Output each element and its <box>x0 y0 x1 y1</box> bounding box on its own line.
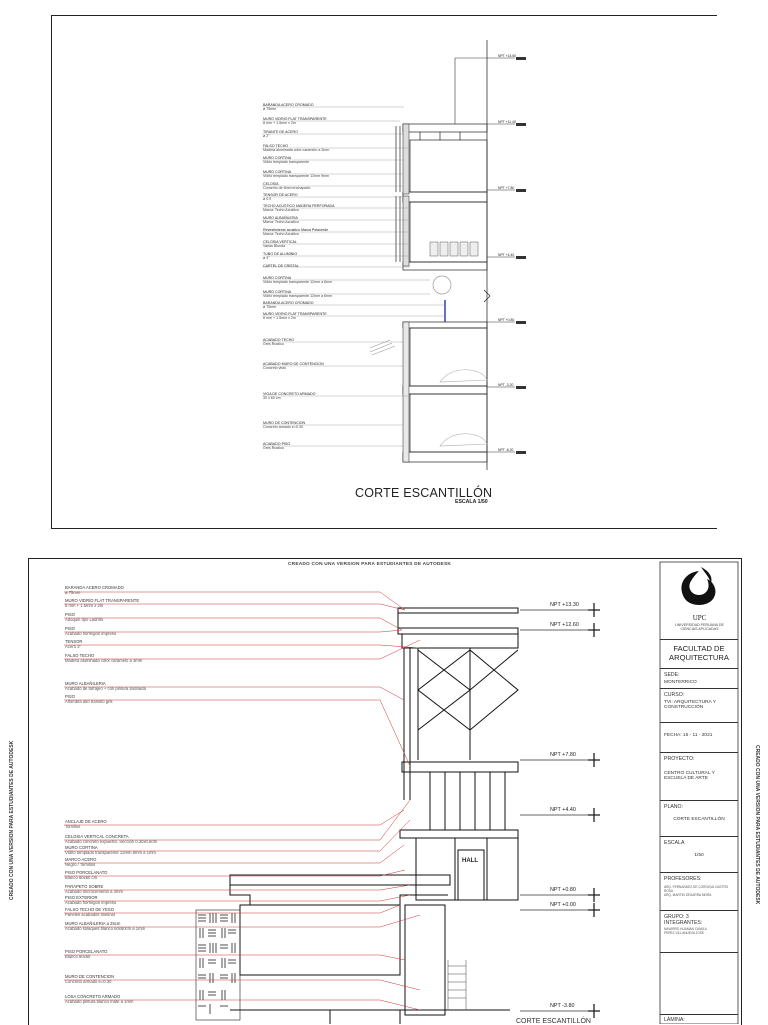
plano-label: PLANO: <box>664 804 684 810</box>
top-callout-title: TENSOR DE ACERO <box>263 193 298 197</box>
bottom-callout <box>65 586 124 595</box>
top-callout-title: TUBO DE ALUMINIO <box>263 252 298 256</box>
bottom-callout-title: PARAPETO SOBRE <box>65 884 104 889</box>
top-callout-spec: Marca: Techo Acustico <box>263 232 299 237</box>
bottom-callout <box>65 858 96 867</box>
top-callout-title: MURO CORTINA <box>263 276 292 280</box>
bottom-callout <box>65 846 156 855</box>
top-callout-title: CELOSIA <box>263 182 279 186</box>
top-callout-title: MURO DE CONTENCION <box>263 421 306 425</box>
bottom-callout-title: CELOSIA VERTICAL CONCRETA <box>65 834 129 839</box>
bottom-level-marker: NPT +0.00 <box>550 902 576 908</box>
bottom-callout-title: BARANDA ACERO CROMADO <box>65 585 124 590</box>
faculty-cell <box>660 639 738 668</box>
bottom-callout <box>65 613 103 622</box>
top-callout-title: MURO ALBAÑILERIA <box>263 216 298 220</box>
top-callout-title: MURO CORTINA <box>263 170 292 174</box>
profesores-cell <box>660 872 738 909</box>
top-callout-title: MURO CORTINA <box>263 290 292 294</box>
bottom-callout <box>65 682 146 691</box>
top-callout-spec: Concreto visto <box>263 366 286 371</box>
bottom-callout <box>65 640 82 649</box>
top-level-marker: NPT -6.20 <box>498 448 514 452</box>
bottom-callout-title: PISO <box>65 694 76 699</box>
bottom-callout-spec: Acabado de tarrajeo + con pintura Satinada <box>65 685 146 691</box>
logo-area <box>661 563 738 637</box>
bottom-callout-spec: Vidrio templado transparente 12mm 8mm a 1mm <box>65 849 156 855</box>
sede-label: SEDE: <box>664 672 680 678</box>
top-level-marker: NPT +7.80 <box>498 186 515 190</box>
top-callout-spec: ø 75mm <box>263 107 277 112</box>
bottom-callout-spec: Concreto armado e=0.30 <box>65 978 112 984</box>
integrante-1: NAVARRO HUAMAN CAMILA <box>664 927 707 931</box>
bottom-callout-spec: Adoquin tipo Ladrillo <box>65 616 103 622</box>
curso-label: CURSO: <box>664 692 685 698</box>
bottom-callout <box>65 871 107 880</box>
top-callout-title: ACABADO TECHO <box>263 338 295 342</box>
drawing-title-top: CORTE ESCANTILLÓN <box>355 486 493 500</box>
bottom-callout <box>65 950 107 959</box>
bottom-callout-title: PISO PORCELANATO <box>65 870 108 875</box>
top-callout-title: VIGA DE CONCRETO ARMADO <box>263 392 316 396</box>
top-callout-spec: Marca: Techo Acustico <box>263 208 299 213</box>
profesor-1: ARQ. FERNANDEZ DE CORDOVA CASTRO ROSA <box>664 885 729 893</box>
bottom-callout-title: MARCO ACERO <box>65 857 97 862</box>
bottom-callout-spec: Acabado pintura blanco mate a 1mm <box>65 998 134 1004</box>
bottom-callout <box>65 896 116 905</box>
bottom-callout-title: TENSOR <box>65 639 83 644</box>
bottom-callout-title: PISO <box>65 626 76 631</box>
bottom-callout-spec: Madera aluminada color caramelo a 3mm <box>65 657 143 663</box>
plano-cell <box>660 800 738 835</box>
top-callout-spec: Varias Blonda <box>263 244 286 249</box>
logo-text: UPC <box>692 614 707 622</box>
top-callout-spec: Vidrio templado transparente <box>263 160 310 165</box>
sede-cell <box>660 668 738 687</box>
bottom-level-marker: NPT +4.40 <box>550 807 576 813</box>
bottom-callout-title: FALSO TECHO DE YESO <box>65 907 114 912</box>
proyecto-value: CENTRO CULTURAL Y ESCUELA DE ARTE <box>664 771 715 782</box>
bottom-callout-spec: Acabado hormigon impreso <box>65 899 117 905</box>
bottom-callout-spec: Acabado concreto expuesto. Sección 0.30x0.60m <box>65 838 158 844</box>
top-callout-title: ACABADO PISO <box>263 442 291 446</box>
top-callout-title: BARANDA ACERO CROMADO <box>263 301 314 305</box>
grupo-label: GRUPO: 3 <box>664 914 689 920</box>
top-callout-title: MURO VIDRIO FLAT TRANSPARENTE <box>263 312 327 316</box>
top-callout-spec: ø 0.9 <box>263 197 272 202</box>
bottom-callout-spec: Negro / Tornillos <box>65 861 96 867</box>
bottom-level-marker: NPT -3.80 <box>550 1003 575 1009</box>
faculty-name: FACULTAD DE ARQUITECTURA <box>669 644 729 662</box>
grupo-cell <box>660 910 738 951</box>
bottom-level-marker: NPT +12.60 <box>550 622 579 628</box>
bottom-callout-spec: Acabado solaques blanco 60x60cm a 1mm <box>65 925 146 931</box>
bottom-callout-title: FALSO TECHO <box>65 653 95 658</box>
top-level-marker: NPT -3.20 <box>498 383 514 387</box>
top-callout-spec: Concreto armado e=0.30 <box>263 425 303 430</box>
top-level-marker: NPT +4.40 <box>498 253 515 257</box>
top-callout-spec: Gres Rustico <box>263 446 284 451</box>
bottom-callout-spec: Acabado microcemento a 4mm <box>65 888 123 894</box>
top-callout-title: ACABADO MURO DE CONTENCION <box>263 362 324 366</box>
top-callout-spec: Vidrio templado transparente 12mm 9mm <box>263 174 330 179</box>
bottom-callout-spec: Alfombra alto transito gris <box>65 698 113 704</box>
bottom-callout-spec: Blanco 60x60 cm <box>65 874 98 880</box>
watermark-left: CREADO CON UNA VERSION PARA ESTUDIANTES DE AUTODESK <box>9 740 15 900</box>
integrante-2: PEREZ VILLANUEVA JOSE <box>664 931 704 935</box>
top-callout-spec: Vidrio templado transparente 12mm a 6mm <box>263 294 333 299</box>
integrantes-label: INTEGRANTES: <box>664 920 703 926</box>
bottom-callout-title: MURO ALBAÑILERIA <box>65 681 106 686</box>
top-callout-title: BARANDA ACERO CROMADO <box>263 103 314 107</box>
bottom-callout <box>65 599 139 608</box>
bottom-callout <box>65 885 123 894</box>
bottom-callout <box>65 820 107 829</box>
top-callout-title: Revestimiento acustico Marca Pelaverde <box>263 228 329 232</box>
bottom-callout-spec: Tornillos <box>65 823 81 829</box>
drawing-title-bottom: CORTE ESCANTILLÓN <box>516 1018 591 1025</box>
proyecto-cell <box>660 752 738 799</box>
top-callout-spec: Vidrio templado transparente 12mm a 6mm <box>263 280 333 285</box>
bottom-callout-title: PISO <box>65 612 76 617</box>
profesor-2: ARQ. MARTIN ZEGARRA MORA <box>664 893 712 897</box>
bottom-callout-spec: Acero 3" <box>65 643 81 649</box>
lamina-label: LÁMINA: <box>664 1017 685 1023</box>
bottom-callout-title: MURO CORTINA <box>65 845 98 850</box>
top-callout-spec: 8 mm + 1.5mm x 2m <box>263 121 296 126</box>
top-level-marker: NPT +14.60 <box>498 54 517 58</box>
bottom-callout <box>65 975 114 984</box>
bottom-callout <box>65 995 133 1004</box>
top-callout-spec: Marca: Techo Acustico <box>263 220 299 225</box>
bottom-callout <box>65 654 142 663</box>
bottom-callout-spec: 8 mm + 1.5mm x 2m <box>65 602 104 608</box>
watermark-right: CREADO CON UNA VERSION PARA ESTUDIANTES DE AUTODESK <box>754 745 760 905</box>
bottom-callout-title: MURO DE CONTENCION <box>65 974 115 979</box>
lamina-cell <box>660 1014 738 1025</box>
bottom-level-marker: NPT +13.30 <box>550 602 579 608</box>
top-callout-spec: Gres Rustico <box>263 342 284 347</box>
proyecto-label: PROYECTO: <box>664 756 695 762</box>
drawing-scale-top: ESCALA 1/50 <box>455 499 488 505</box>
blank-cell <box>660 952 738 1013</box>
escala-value: 1/50 <box>694 853 704 858</box>
fecha-value: FECHA: 15 - 11 - 2021 <box>664 733 713 738</box>
escala-label: ESCALA <box>664 840 685 846</box>
top-callout-spec: ø 75mm <box>263 305 277 310</box>
top-level-marker: NPT +0.80 <box>498 318 515 322</box>
bottom-callout-title: ANCLAJE DE ACERO <box>65 819 107 824</box>
curso-cell <box>660 688 738 721</box>
profesores-label: PROFESORES: <box>664 876 702 882</box>
plano-value: CORTE ESCANTILLÓN <box>673 817 725 822</box>
escala-cell <box>660 836 738 871</box>
bottom-callout <box>65 627 116 636</box>
bottom-callout-spec: Blanco 60x60 <box>65 953 91 959</box>
bottom-callout <box>65 695 112 704</box>
watermark-top: CREADO CON UNA VERSION PARA ESTUDIANTES DE AUTODESK <box>288 562 452 567</box>
bottom-callout-title: LOSA CONCRETO ARMADO <box>65 994 121 999</box>
bottom-callout-title: PISO EXTERIOR <box>65 895 98 900</box>
bottom-level-marker: NPT +0.80 <box>550 887 576 893</box>
sede-value: MONTERRICO <box>664 680 697 685</box>
upc-logo-icon <box>661 563 738 621</box>
bottom-callout <box>65 908 115 917</box>
bottom-callout-spec: ø 75mm <box>65 589 81 595</box>
bottom-level-marker: NPT +7.80 <box>550 752 576 758</box>
top-callout-title: CELOSIA VERTICAL <box>263 240 297 244</box>
top-callout-title: MURO VIDRIO FLAT TRANSPARENTE <box>263 117 327 121</box>
top-callout-title: CARTEL DE CRISTAL <box>263 264 299 268</box>
top-callout-spec: Concreto de 6mm enchapado <box>263 186 311 191</box>
top-callout-spec: 30 x 60 cm <box>263 396 281 401</box>
curso-value: TVI: ARQUITECTURA Y CONSTRUCCIÓN <box>664 700 716 711</box>
top-callout-spec: 8 mm + 1.5mm x 2m <box>263 316 296 321</box>
bottom-callout <box>65 835 157 844</box>
bottom-callout-title: PISO PORCELANATO <box>65 949 108 954</box>
bottom-callout-title: MURO VIDRIO FLAT TRANSPARENTE <box>65 598 140 603</box>
top-level-marker: NPT +11.40 <box>498 120 516 124</box>
top-callout-title: MURO CORTINA <box>263 156 292 160</box>
top-callout-title: TECHO ACUSTICO MADERA PERFORADA <box>263 204 335 208</box>
fecha-cell <box>660 722 738 751</box>
university-name: UNIVERSIDAD PERUANA DE CIENCIAS APLICADAS <box>675 623 724 632</box>
bottom-callout <box>65 922 145 931</box>
hall-label: HALL <box>462 858 478 864</box>
bottom-callout-spec: Acabado hormigon impreso <box>65 630 117 636</box>
top-callout-title: TIRANTE DE ACERO <box>263 130 298 134</box>
top-callout-spec: ø 4" <box>263 256 270 261</box>
top-callout-spec: Madera aluminada color caramelo a 3mm <box>263 148 330 153</box>
top-callout-title: FALSO TECHO <box>263 144 289 148</box>
top-callout-spec: ø 2" <box>263 134 270 139</box>
bottom-callout-spec: Paneles acabados tinelinal <box>65 911 115 917</box>
bottom-callout-title: MURO ALBAÑILERIA a 25cm <box>65 921 121 926</box>
